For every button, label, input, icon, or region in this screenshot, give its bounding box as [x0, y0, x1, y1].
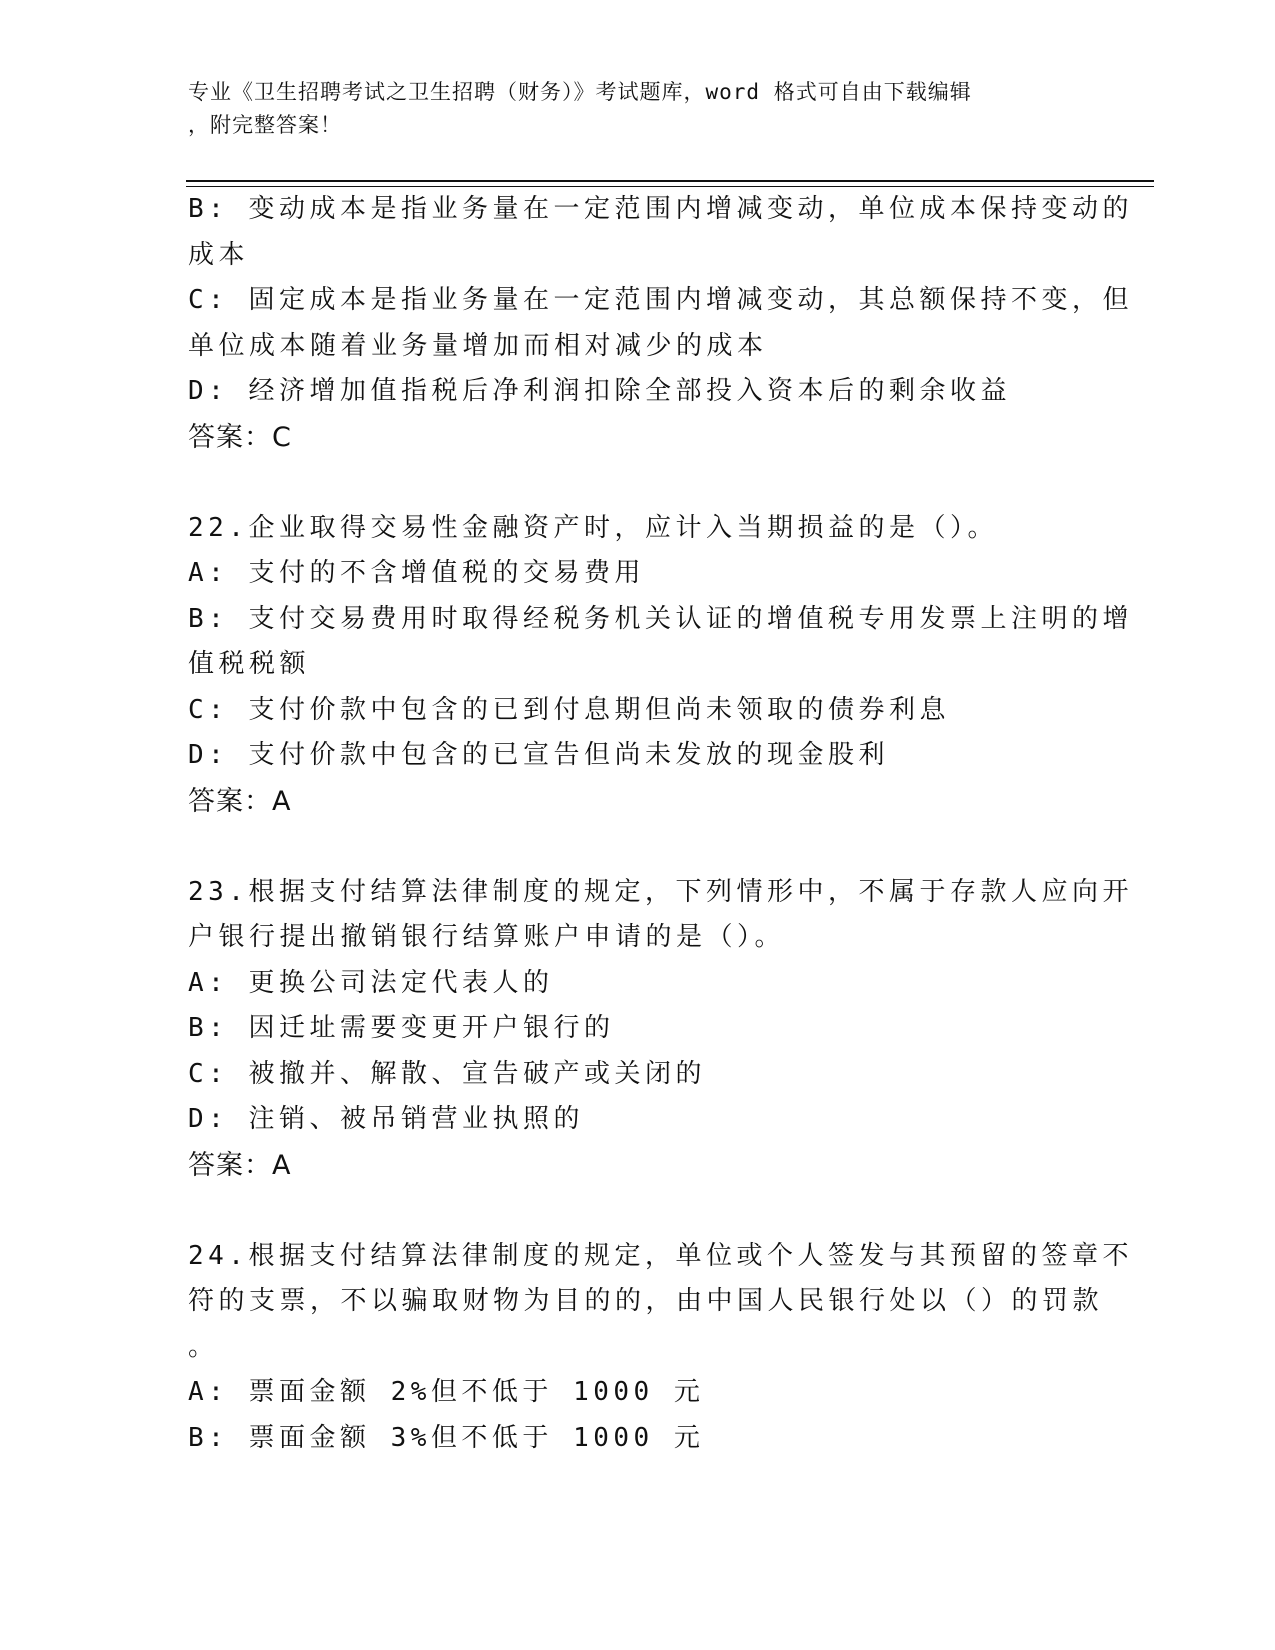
header-divider	[186, 180, 1154, 187]
q21-answer: 答案：C	[188, 421, 292, 453]
q24-question-cont: 符的支票，不以骗取财物为目的的，由中国人民银行处以（）的罚款	[188, 1286, 1104, 1316]
q22-option-c: C: 支付价款中包含的已到付息期但尚未领取的债券利息	[188, 694, 950, 725]
spacer	[188, 1188, 1088, 1234]
q21-option-d: D: 经济增加值指税后净利润扣除全部投入资本后的剩余收益	[188, 376, 1011, 406]
q22-option-b-cont: 值税税额	[188, 649, 311, 679]
q23-question: 23.根据支付结算法律制度的规定，下列情形中，不属于存款人应向开	[188, 876, 1133, 907]
document-header	[188, 76, 1088, 142]
question-24	[188, 1234, 1133, 1462]
q23-option-b: B: 因迁址需要变更开户银行的	[188, 1013, 615, 1043]
header-title-line-1: 专业《卫生招聘考试之卫生招聘（财务）》考试题库，word 格式可自由下载编辑	[188, 80, 972, 104]
spacer	[188, 824, 1088, 870]
q22-option-d: D: 支付价款中包含的已宣告但尚未发放的现金股利	[188, 740, 889, 770]
spacer	[188, 460, 1088, 506]
document-body	[188, 187, 1133, 1461]
q23-option-a: A: 更换公司法定代表人的	[188, 967, 554, 998]
question-23	[188, 870, 1133, 1189]
question-21	[188, 187, 1133, 460]
q23-option-d: D: 注销、被吊销营业执照的	[188, 1104, 584, 1134]
question-22	[188, 506, 1133, 825]
q22-question: 22.企业取得交易性金融资产时，应计入当期损益的是（）。	[188, 512, 998, 543]
q23-option-c: C: 被撤并、解散、宣告破产或关闭的	[188, 1058, 706, 1089]
q24-option-b: B: 票面金额 3%但不低于 1000 元	[188, 1422, 705, 1453]
q22-option-a: A: 支付的不含增值税的交易费用	[188, 558, 645, 588]
q21-option-c: C: 固定成本是指业务量在一定范围内增减变动，其总额保持不变，但	[188, 285, 1133, 315]
q21-option-b-cont: 成本	[188, 239, 250, 270]
q21-option-b: B: 变动成本是指业务量在一定范围内增减变动，单位成本保持变动的	[188, 194, 1133, 224]
header-title-line-2: ，附完整答案！	[188, 113, 342, 137]
q23-answer: 答案：A	[188, 1149, 292, 1181]
q24-question: 24.根据支付结算法律制度的规定，单位或个人签发与其预留的签章不	[188, 1240, 1133, 1271]
q23-question-cont: 户银行提出撤销银行结算账户申请的是（）。	[188, 922, 786, 952]
q24-option-a: A: 票面金额 2%但不低于 1000 元	[188, 1377, 705, 1407]
q24-question-end: 。	[188, 1331, 219, 1362]
q22-option-b: B: 支付交易费用时取得经税务机关认证的增值税专用发票上注明的增	[188, 603, 1133, 634]
q22-answer: 答案：A	[188, 785, 292, 817]
q21-option-c-cont: 单位成本随着业务量增加而相对减少的成本	[188, 330, 768, 361]
